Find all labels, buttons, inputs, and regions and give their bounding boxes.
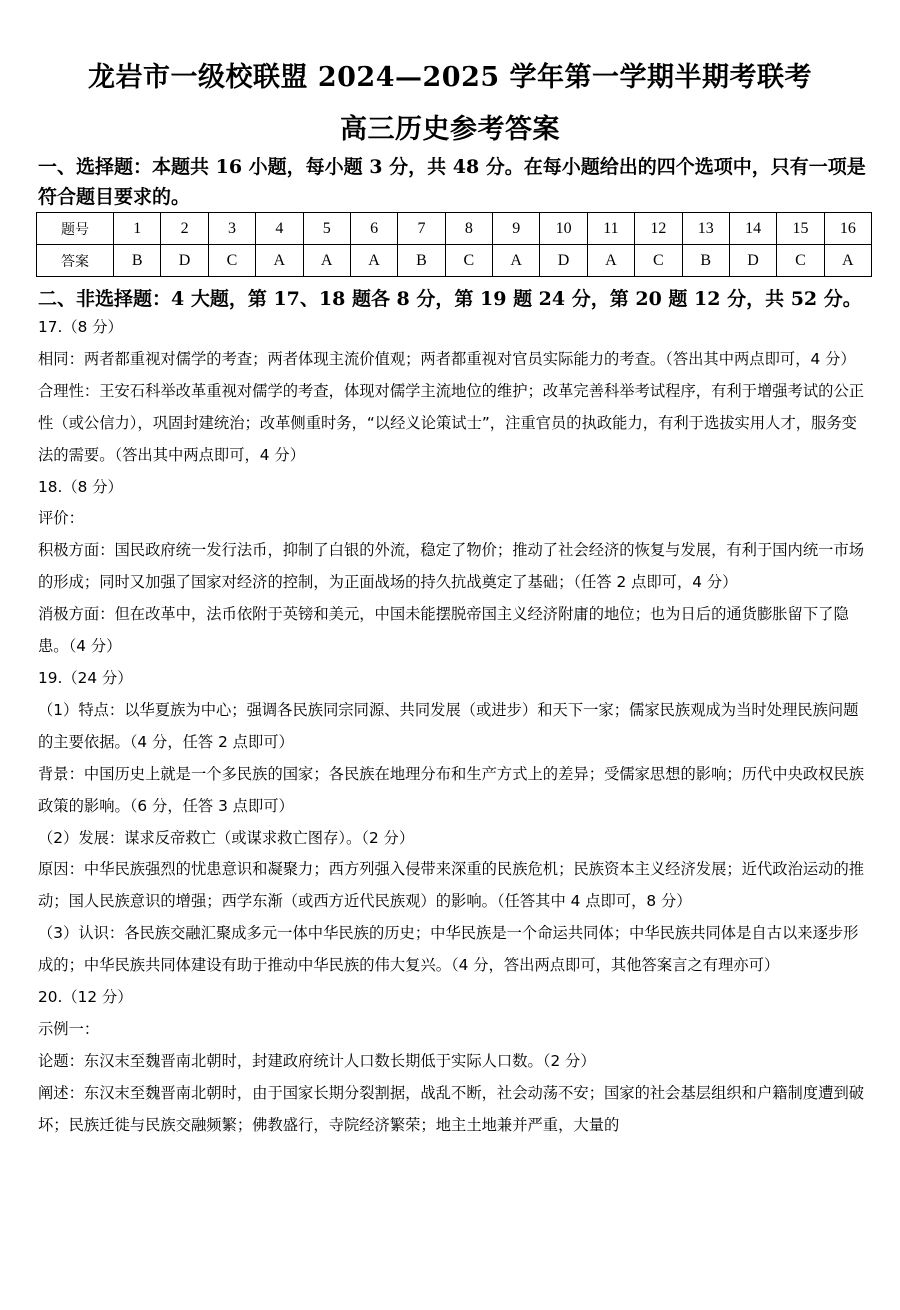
question-number: 2 — [161, 213, 208, 245]
question-number: 8 — [445, 213, 492, 245]
q18-heading: 18.（8 分） — [38, 477, 123, 496]
q19-part3-understanding: （3）认识：各民族交融汇聚成多元一体中华民族的历史；中华民族是一个命运共同体；中华民族共同体是自古以来逐步形成的；中华民族共同体建设有助于推动中华民族的伟大复兴。（4 分，答出两点即可，其他答案言之有理亦可） — [38, 924, 859, 975]
answer-cell: C — [777, 245, 824, 277]
q20-thesis: 论题：东汉末至魏晋南北朝时，封建政府统计人口数长期低于实际人口数。（2 分） — [38, 1051, 596, 1070]
question-number: 3 — [208, 213, 255, 245]
question-number: 1 — [114, 213, 161, 245]
q20-elaboration: 阐述：东汉末至魏晋南北朝时，由于国家长期分裂割据，战乱不断，社会动荡不安；国家的社会基层组织和户籍制度遭到破坏；民族迁徙与民族交融频繁；佛教盛行，寺院经济繁荣；地主土地兼并严重，大量的 — [38, 1083, 865, 1134]
answer-cell: C — [445, 245, 492, 277]
q19-part1-features: （1）特点：以华夏族为中心；强调各民族同宗同源、共同发展（或进步）和天下一家；儒家民族观成为当时处理民族问题的主要依据。（4 分，任答 2 点即可） — [38, 700, 859, 751]
answer-cell: C — [635, 245, 682, 277]
q19-part2-development: （2）发展：谋求反帝救亡（或谋求救亡图存）。（2 分） — [38, 828, 415, 847]
q20-example-label: 示例一： — [38, 1019, 100, 1038]
document-title: 龙岩市一级校联盟 2024—2025 学年第一学期半期考联考 — [87, 62, 813, 93]
row-label-question-number: 题号 — [37, 213, 114, 245]
question-number: 5 — [303, 213, 350, 245]
answer-table — [36, 212, 872, 277]
row-label-answer: 答案 — [37, 245, 114, 277]
question-number: 16 — [824, 213, 871, 245]
question-number: 7 — [398, 213, 445, 245]
question-number: 6 — [350, 213, 397, 245]
section-2-heading: 二、非选择题：4 大题，第 17、18 题各 8 分，第 19 题 24 分，第 20 题 12 分，共 52 分。 — [38, 288, 862, 310]
q19-part2-reasons: 原因：中华民族强烈的忧患意识和凝聚力；西方列强入侵带来深重的民族危机；民族资本主义经济发展；近代政治运动的推动；国人民族意识的增强；西学东渐（或西方近代民族观）的影响。（任答其中 4 点即可，8 分） — [38, 860, 865, 911]
question-number: 13 — [682, 213, 729, 245]
q17-rationality: 合理性：王安石科举改革重视对儒学的考查，体现对儒学主流地位的维护；改革完善科举考试程序，有利于增强考试的公正性（或公信力），巩固封建统治；改革侧重时务，“以经义论策试士”，注重官员的执政能力，有利于选拔实用人才，服务变法的需要。（答出其中两点即可，4 分） — [38, 381, 865, 464]
q17-similarity: 相同：两者都重视对儒学的考查；两者体现主流价值观；两者都重视对官员实际能力的考查。（答出其中两点即可，4 分） — [38, 349, 856, 368]
q18-positive: 积极方面：国民政府统一发行法币，抑制了白银的外流，稳定了物价；推动了社会经济的恢复与发展，有利于国内统一市场的形成；同时又加强了国家对经济的控制，为正面战场的持久抗战奠定了基础；（任答 2 点即可，4 分） — [38, 541, 865, 592]
question-number: 11 — [587, 213, 634, 245]
answer-cell: A — [256, 245, 303, 277]
answer-cell: B — [114, 245, 161, 277]
document-subtitle: 高三历史参考答案 — [340, 114, 560, 145]
question-number-row — [37, 213, 872, 245]
question-number: 9 — [493, 213, 540, 245]
section-1-heading: 一、选择题：本题共 16 小题，每小题 3 分，共 48 分。在每小题给出的四个选项中，只有一项是符合题目要求的。 — [38, 156, 866, 208]
answer-row — [37, 245, 872, 277]
q19-heading: 19.（24 分） — [38, 668, 133, 687]
answer-cell: D — [729, 245, 776, 277]
answer-cell: A — [587, 245, 634, 277]
answer-cell: C — [208, 245, 255, 277]
question-number: 4 — [256, 213, 303, 245]
question-number: 15 — [777, 213, 824, 245]
answer-cell: D — [161, 245, 208, 277]
q20-heading: 20.（12 分） — [38, 988, 133, 1007]
answer-cell: A — [493, 245, 540, 277]
q18-negative: 消极方面：但在改革中，法币依附于英镑和美元，中国未能摆脱帝国主义经济附庸的地位；也为日后的通货膨胀留下了隐患。（4 分） — [38, 605, 849, 656]
answer-cell: B — [398, 245, 445, 277]
q19-part1-background: 背景：中国历史上就是一个多民族的国家；各民族在地理分布和生产方式上的差异；受儒家思想的影响；历代中央政权民族政策的影响。（6 分，任答 3 点即可） — [38, 764, 865, 815]
answer-cell: A — [303, 245, 350, 277]
question-number: 14 — [729, 213, 776, 245]
answer-cell: A — [824, 245, 871, 277]
answer-cell: D — [540, 245, 587, 277]
q17-heading: 17.（8 分） — [38, 318, 123, 336]
question-number: 10 — [540, 213, 587, 245]
question-number: 12 — [635, 213, 682, 245]
answer-cell: A — [350, 245, 397, 277]
answer-cell: B — [682, 245, 729, 277]
q18-evaluation-label: 评价： — [38, 509, 84, 528]
answer-body — [38, 312, 866, 1142]
